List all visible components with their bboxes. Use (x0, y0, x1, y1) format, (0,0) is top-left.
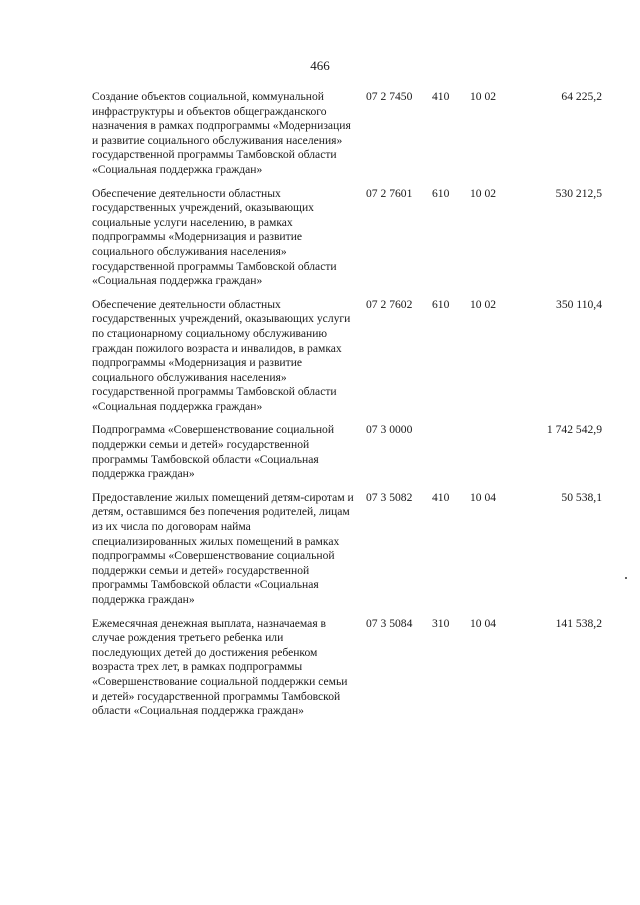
row-sum: 141 538,2 (555, 616, 602, 630)
row-expense-type: 310 (432, 616, 450, 630)
row-target-article: 07 2 7602 (366, 297, 413, 311)
table-row (92, 298, 602, 415)
row-section: 10 02 (470, 297, 497, 311)
page-number: 466 (310, 58, 330, 73)
row-sum: 64 225,2 (561, 90, 602, 103)
row-section: 10 04 (470, 616, 497, 630)
row-target-article: 07 3 5084 (366, 616, 413, 630)
row-section: 10 02 (470, 186, 497, 200)
scan-speck (625, 577, 627, 579)
row-target-article: 07 3 0000 (366, 423, 413, 437)
row-name: Предоставление жилых помещений детям-сиротам и детям, оставшимся без попечения родителей, лицам из их числа по договорам найма специализированных жилых помещений в рамках подпрограммы «Совершенствование социальной поддержки семьи и детей» государственной программы Тамбовской области «Социальная поддержка граждан» (92, 490, 354, 606)
table-row (92, 187, 602, 289)
row-sum: 1 742 542,9 (546, 423, 602, 437)
row-expense-type: 410 (432, 90, 450, 103)
row-target-article: 07 2 7601 (366, 186, 413, 200)
row-target-article: 07 3 5082 (366, 490, 413, 504)
row-section: 10 02 (470, 90, 497, 103)
row-name: Подпрограмма «Совершенствование социальной поддержки семьи и детей» государственной программы Тамбовской области «Социальная поддержка граждан» (92, 423, 335, 481)
row-sum: 50 538,1 (561, 490, 602, 504)
budget-table (92, 90, 602, 728)
row-expense-type: 410 (432, 490, 450, 504)
row-section: 10 04 (470, 490, 497, 504)
table-row (92, 423, 602, 481)
row-name: Обеспечение деятельности областных государственных учреждений, оказывающих социальные услуги населению, в рамках подпрограммы «Модернизация и развитие социального обслуживания населения» государственной программы Тамбовской области «Социальная поддержка граждан» (92, 186, 337, 288)
row-target-article: 07 2 7450 (366, 90, 413, 103)
row-name: Обеспечение деятельности областных государственных учреждений, оказывающих услуги по стационарному социальному обслуживанию граждан пожилого возраста и инвалидов, в рамках подпрограммы «Модернизация и развитие социального обслуживания населения» государственной программы Тамбовской области «Социальная поддержка граждан» (92, 297, 351, 413)
row-expense-type: 610 (432, 297, 450, 311)
row-sum: 350 110,4 (556, 297, 602, 311)
table-row (92, 90, 602, 178)
table-row (92, 491, 602, 608)
row-expense-type: 610 (432, 186, 450, 200)
row-name: Создание объектов социальной, коммунальной инфраструктуры и объектов общегражданского назначения в рамках подпрограммы «Модернизация и развитие социального обслуживания населения» государственной программы Тамбовской области «Социальная поддержка граждан» (92, 90, 351, 176)
table-row (92, 617, 602, 719)
row-sum: 530 212,5 (555, 186, 602, 200)
row-name: Ежемесячная денежная выплата, назначаемая в случае рождения третьего ребенка или последующих детей до достижения ребенком возраста трех лет, в рамках подпрограммы «Совершенствование социальной поддержки семьи и детей» государственной программы Тамбовской области «Социальная поддержка граждан» (92, 616, 348, 718)
